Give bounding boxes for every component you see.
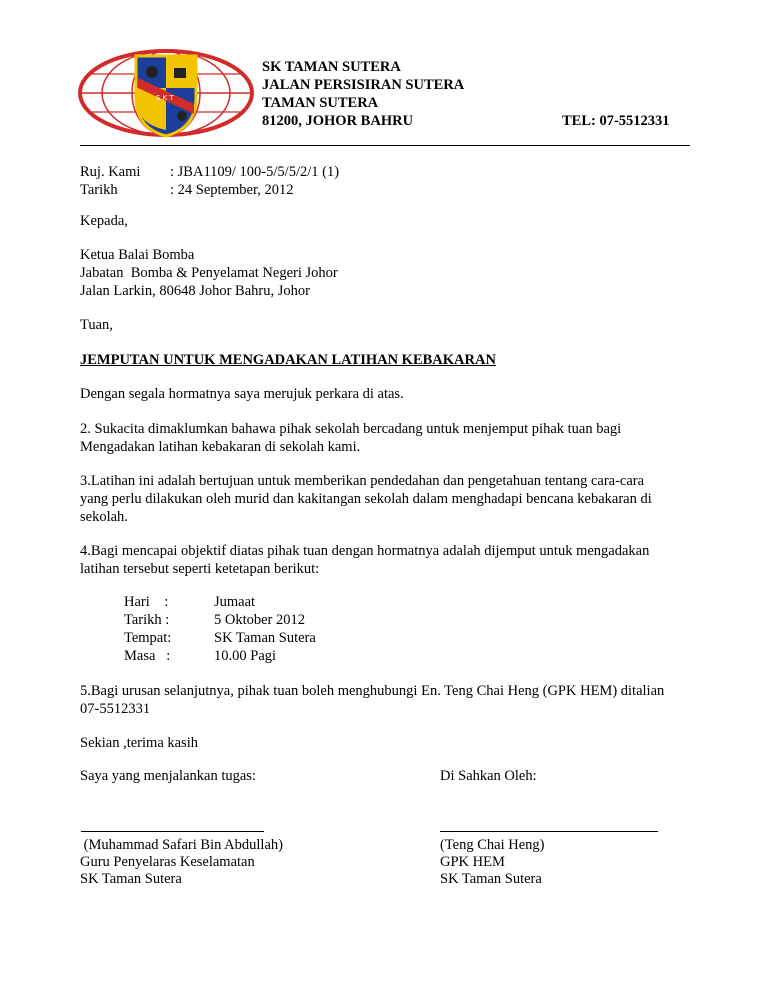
svg-text:S K T: S K T xyxy=(156,94,174,102)
school-name: SK TAMAN SUTERA xyxy=(262,59,401,75)
left-signatory-org: SK Taman Sutera xyxy=(80,871,182,887)
recipient-line-3: Jalan Larkin, 80648 Johor Bahru, Johor xyxy=(80,283,310,299)
right-signatory-org: SK Taman Sutera xyxy=(440,871,542,887)
right-signature-line xyxy=(440,831,658,832)
detail-value: 10.00 Pagi xyxy=(214,648,277,664)
detail-label: Tarikh : xyxy=(124,612,170,628)
left-signatory-name: (Muhammad Safari Bin Abdullah) xyxy=(80,837,283,853)
detail-value: Jumaat xyxy=(214,594,256,610)
paragraph-2-line-1: 2. Sukacita dimaklumkan bahawa pihak sekolah bercadang untuk menjemput pihak tuan bagi xyxy=(80,421,622,437)
paragraph-2-line-2: Mengadakan latihan kebakaran di sekolah kami. xyxy=(80,439,361,455)
recipient-line-1: Ketua Balai Bomba xyxy=(80,247,195,263)
paragraph-5-line-1: 5.Bagi urusan selanjutnya, pihak tuan boleh menghubungi En. Teng Chai Heng (GPK HEM) ditalian xyxy=(80,683,665,699)
paragraph-3-line-1: 3.Latihan ini adalah bertujuan untuk memberikan pendedahan dan pengetahuan tentang cara-cara xyxy=(80,473,645,489)
paragraph-5-line-2: 07-5512331 xyxy=(80,701,151,717)
kepada: Kepada, xyxy=(80,213,128,229)
ruj-label: Ruj. Kami xyxy=(80,164,141,180)
detail-label: Masa : xyxy=(124,648,171,664)
date-label: Tarikh xyxy=(80,182,118,198)
address-line-1: JALAN PERSISIRAN SUTERA xyxy=(262,77,465,93)
left-signature-heading: Saya yang menjalankan tugas: xyxy=(80,768,256,784)
left-signature-line xyxy=(81,831,264,832)
right-signatory-role: GPK HEM xyxy=(440,854,505,870)
right-signatory-name: (Teng Chai Heng) xyxy=(440,837,545,853)
school-crest-icon xyxy=(78,48,254,138)
paragraph-4-line-2: latihan tersebut seperti ketetapan berikut: xyxy=(80,561,320,577)
recipient-line-2: Jabatan Bomba & Penyelamat Negeri Johor xyxy=(80,265,338,281)
detail-label: Tempat: xyxy=(124,630,172,646)
closing-line: Sekian ,terima kasih xyxy=(80,735,198,751)
paragraph-3-line-2: yang perlu dilakukan oleh murid dan kakitangan sekolah dalam menghadapi bencana kebakaran di xyxy=(80,491,652,507)
paragraph-4-line-1: 4.Bagi mencapai objektif diatas pihak tuan dengan hormatnya adalah dijemput untuk mengadakan xyxy=(80,543,650,559)
right-signature-heading: Di Sahkan Oleh: xyxy=(440,768,537,784)
detail-label: Hari : xyxy=(124,594,169,610)
phone-number: TEL: 07-5512331 xyxy=(562,113,670,129)
paragraph-1: Dengan segala hormatnya saya merujuk perkara di atas. xyxy=(80,386,404,402)
paragraph-3-line-3: sekolah. xyxy=(80,509,128,525)
detail-value: 5 Oktober 2012 xyxy=(214,612,306,628)
address-line-2: TAMAN SUTERA xyxy=(262,95,379,111)
header-divider xyxy=(80,145,690,146)
detail-value: SK Taman Sutera xyxy=(214,630,316,646)
subject-heading: JEMPUTAN UNTUK MENGADAKAN LATIHAN KEBAKARAN xyxy=(80,352,496,368)
address-line-3: 81200, JOHOR BAHRU xyxy=(262,113,414,129)
salutation: Tuan, xyxy=(80,317,113,333)
date-value: : 24 September, 2012 xyxy=(170,182,294,198)
left-signatory-role: Guru Penyelaras Keselamatan xyxy=(80,854,255,870)
ruj-value: : JBA1109/ 100-5/5/5/2/1 (1) xyxy=(170,164,340,180)
